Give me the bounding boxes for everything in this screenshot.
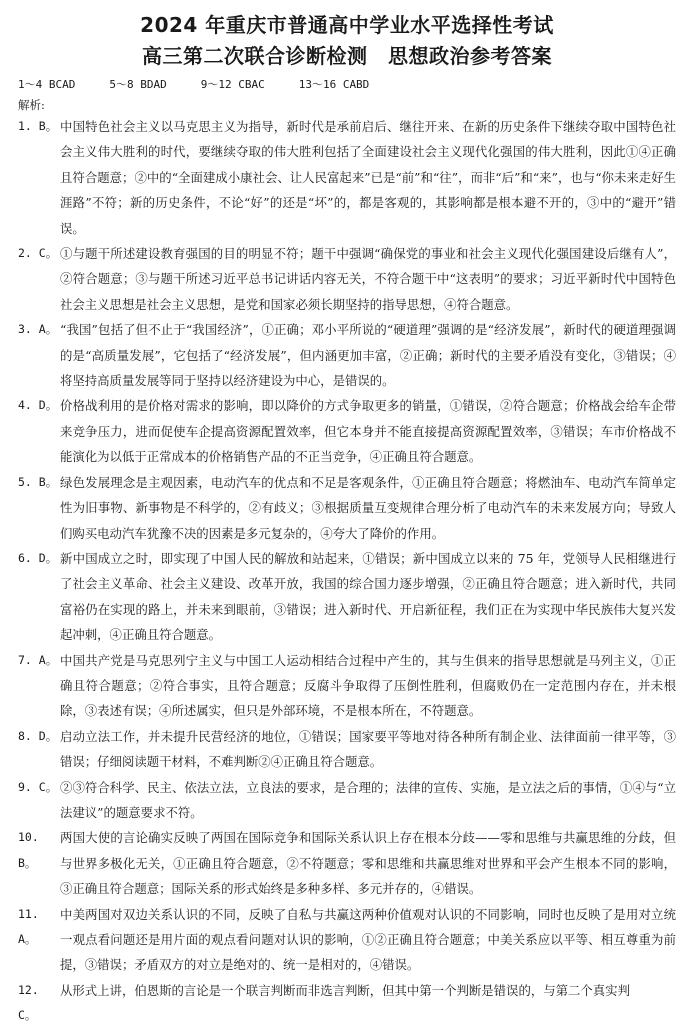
analysis-item [18, 317, 676, 393]
item-number: 8. D。 [18, 728, 58, 743]
item-number: 4. D。 [18, 398, 58, 413]
item-text: 价格战利用的是价格对需求的影响，即以降价的方式争取更多的销量，①错误，②符合题意；价格战会给车企带来竞争压力，进而促使车企提高资源配置效率，但它本身并不能直接提高资源配置效率，③错误；车市价格战不能演化为以低于正常成本的价格销售产品的不正当竞争，④正确且符合题意。 [60, 398, 676, 465]
item-text: 中国共产党是马克思列宁主义与中国工人运动相结合过程中产生的，其与生俱来的指导思想就是马列主义，①正确且符合题意；②符合事实，且符合题意；反腐斗争取得了压倒性胜利，但腐败仍在一定范围内存在，并未根除，③表述有误；④所述属实，但只是外部环境，不是根本所在，不符题意。 [60, 652, 676, 719]
item-text: 两国大使的言论确实反映了两国在国际竞争和国际关系认识上存在根本分歧——零和思维与共赢思维的分歧，但与世界多极化无关，①正确且符合题意，②不符题意；零和思维和共赢思维对世界和平会产生根本不同的影响，③正确且符合题意；国际关系的形式始终是多种多样、多元并存的，④错误。 [60, 830, 676, 897]
document-subtitle: 高三第二次联合诊断检测 思想政治参考答案 [142, 44, 552, 68]
item-text: 新中国成立之时，即实现了中国人民的解放和站起来，①错误；新中国成立以来的 75 年，党领导人民相继进行了社会主义革命、社会主义建设、改革开放，我国的综合国力逐步增强，②正确且符合题意；进入新时代，共同富裕仍在实现的路上，并未来到眼前，③错误；进入新时代、开启新征程，我们正在为实现中华民族伟大复兴发起冲刺，④正确且符合题意。 [60, 550, 676, 643]
item-number: 2. C。 [18, 246, 58, 261]
analysis-item [18, 724, 676, 775]
analysis-item [18, 648, 676, 724]
item-text: 启动立法工作，并未提升民营经济的地位，①错误；国家要平等地对待各种所有制企业、法律面前一律平等，③错误；仔细阅读题干材料，不难判断②④正确且符合题意。 [60, 728, 676, 770]
item-number: 1. B。 [18, 119, 58, 133]
item-text: ②③符合科学、民主、依法立法，立良法的要求，是合理的；法律的宣传、实施，是立法之后的事情，①④与“立法建议”的题意要求不符。 [60, 779, 676, 820]
item-text: 从形式上讲，伯恩斯的言论是一个联言判断而非选言判断，但其中第一个判断是错误的，与第二个真实判 [60, 982, 630, 998]
item-text: 中国特色社会主义以马克思主义为指导，新时代是承前启后、继往开来、在新的历史条件下继续夺取中国特色社会主义伟大胜利的时代，要继续夺取的伟大胜利包括了全面建设社会主义现代化强国的伟大胜利，因此①④正确且符合题意；②中的“全面建成小康社会、让人民富起来”已是“前”和“往”，而非“后”和“来”，也与“你未来走好生涯路”不符；新的历史条件，不论“好”的还是“坏”的，都是客观的，其影响都是根本避不开的，③中的“避开”错误。 [60, 119, 676, 236]
analysis-item [18, 393, 676, 469]
answer-group: 13～16 CABD [298, 78, 370, 91]
item-number: 6. D。 [18, 550, 58, 565]
analysis-item [18, 825, 676, 901]
item-number: 3. A。 [18, 322, 58, 337]
item-text: “我国”包括了但不止于“我国经济”，①正确；邓小平所说的“硬道理”强调的是“经济发展”，新时代的硬道理强调的是“高质量发展”，它包括了“经济发展”，但内涵更加丰富，②正确；新时代的主要矛盾没有变化，③错误；④将坚持高质量发展等同于坚持以经济建设为中心，是错误的。 [60, 322, 676, 389]
item-number: 12. C。 [18, 982, 39, 1023]
document-title: 2024 年重庆市普通高中学业水平选择性考试 [140, 13, 554, 37]
answer-group: 1～4 BCAD [18, 78, 76, 91]
analysis-item [18, 470, 676, 546]
analysis-item [18, 978, 676, 1029]
answer-group: 9～12 CBAC [200, 78, 265, 91]
answer-group: 5～8 BDAD [109, 78, 167, 91]
item-number: 5. B。 [18, 474, 58, 489]
item-text: 中美两国对双边关系认识的不同，反映了自私与共赢这两种价值观对认识的不同影响，同时也反映了是用对立统一观点看问题还是用片面的观点看问题对认识的影响，①②正确且符合题意；中美关系应以平等、相互尊重为前提，③错误；矛盾双方的对立是绝对的、统一是相对的，④错误。 [60, 906, 676, 973]
analysis-item [18, 775, 676, 826]
item-number: 10. B。 [18, 830, 39, 870]
item-number: 7. A。 [18, 652, 58, 667]
item-text: ①与题干所述建设教育强国的目的明显不符；题干中强调“确保党的事业和社会主义现代化强国建设后继有人”，②符合题意；③与题干所述习近平总书记讲话内容无关，不符合题干中“这表明”的要求；习近平新时代中国特色社会主义思想是社会主义思想，是党和国家必须长期坚持的指导思想，④符合题意。 [60, 246, 676, 312]
answer-key-row [18, 76, 676, 94]
analysis-item [18, 241, 676, 317]
analysis-item [18, 902, 676, 978]
item-number: 11. A。 [18, 906, 39, 946]
item-number: 9. C。 [18, 779, 58, 794]
analysis-item [18, 114, 676, 241]
item-text: 绿色发展理念是主观因素，电动汽车的优点和不足是客观条件，①正确且符合题意；将燃油车、电动汽车简单定性为旧事物、新事物是不科学的，②有歧义；③根据质量互变规律合理分析了电动汽车的未来发展方向；导致人们购买电动汽车犹豫不决的因素是多元复杂的，④夸大了降价的作用。 [60, 474, 676, 541]
analysis-list [18, 114, 676, 1029]
analysis-item [18, 546, 676, 648]
analysis-label: 解析: [18, 98, 45, 112]
